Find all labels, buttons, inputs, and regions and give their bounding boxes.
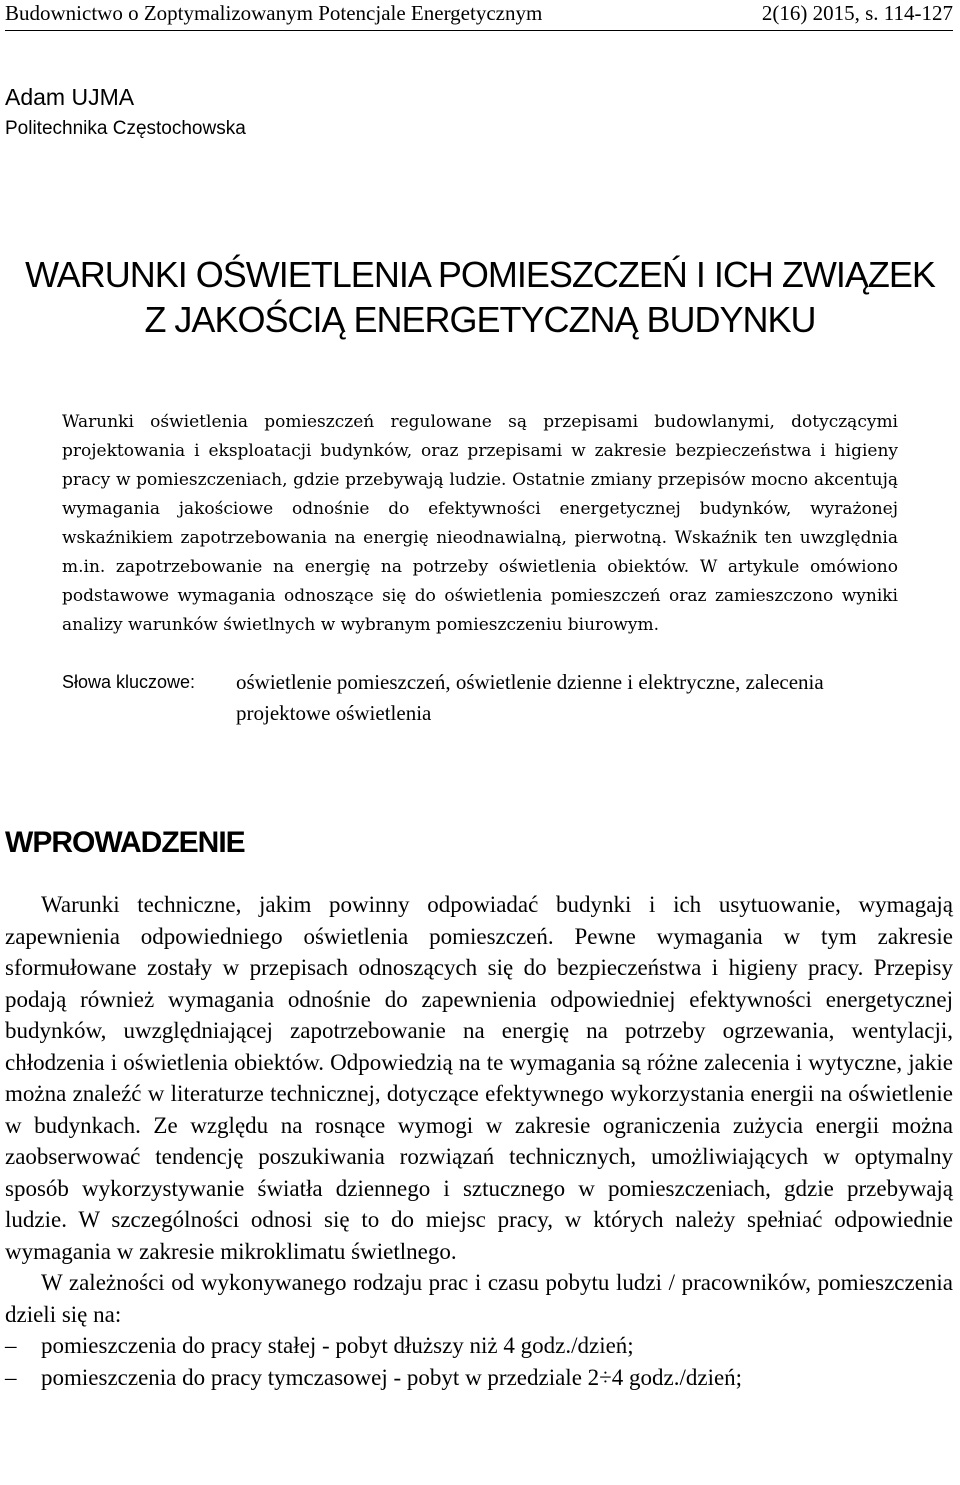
dash-bullet: –	[5, 1364, 17, 1390]
room-types-list	[5, 1330, 953, 1393]
title-line-1: WARUNKI OŚWIETLENIA POMIESZCZEŃ I ICH ZWIĄZEK	[25, 254, 935, 295]
dash-bullet: –	[5, 1333, 17, 1358]
journal-name: Budownictwo o Zoptymalizowanym Potencjale Energetycznym	[5, 1, 543, 25]
title-line-2: Z JAKOŚCIĄ ENERGETYCZNĄ BUDYNKU	[144, 299, 816, 340]
paragraph: Warunki techniczne, jakim powinny odpowiadać budynki i ich usytuowanie, wymagają zapewnienia odpowiedniego oświetlenia pomieszczeń. Pewne wymagania w tym zakresie sformułowane zostały w przepisach odnoszących się do bezpieczeństwa i higieny pracy. Przepisy podają również wymagania odnośnie do zapewnienia odpowiedniej efektywności energetycznej budynków, uwzględniającej zapotrzebowanie na energię na potrzeby ogrzewania, wentylacji, chłodzenia i oświetlenia obiektów. Odpowiedzią na te wymagania są różne zalecenia i wytyczne, jakie można znaleźć w literaturze technicznej, dotyczące efektywnego wykorzystania energii na oświetlenie w budynkach. Ze względu na rosnące wymogi w zakresie ograniczenia zużycia energii można zaobserwować tendencję poszukiwania rozwiązań technicznych, umożliwiających w optymalny sposób wykorzystywanie światła dziennego i sztucznego w pomieszczeniach, gdzie przebywają ludzie. W szczególności odnosi się to do miejsc pracy, w których należy spełniać odpowiednie wymagania w zakresie mikroklimatu świetlnego.	[5, 892, 953, 1264]
paragraph: W zależności od wykonywanego rodzaju prac i czasu pobytu ludzi / pracowników, pomieszczenia dzieli się na:	[5, 1270, 953, 1327]
section-body	[5, 889, 953, 1393]
section-heading: WPROWADZENIE	[5, 826, 245, 859]
abstract: Warunki oświetlenia pomieszczeń regulowane są przepisami budowlanymi, dotyczącymi projektowania i eksploatacji budynków, oraz przepisami w zakresie bezpieczeństwa i higieny pracy w pomieszczeniach, gdzie przebywają ludzie. Ostatnie zmiany przepisów mocno akcentują wymagania jakościowe odnośnie do efektywności energetycznej budynków, wyrażonej wskaźnikiem zapotrzebowania na energię nieodnawialną, pierwotną. Wskaźnik ten uwzględnia m.in. zapotrzebowanie na energię na potrzeby oświetlenia obiektów. W artykule omówiono podstawowe wymagania odnoszące się do oświetlenia pomieszczeń oraz zamieszczono wyniki analizy warunków świetlnych w wybranym pomieszczeniu biurowym.	[62, 412, 898, 635]
running-header	[5, 0, 953, 31]
list-item-text: pomieszczenia do pracy stałej - pobyt dłuższy niż 4 godz./dzień;	[41, 1333, 634, 1358]
author-affiliation: Politechnika Częstochowska	[5, 118, 246, 139]
list-item	[5, 1330, 953, 1362]
list-item	[5, 1362, 953, 1394]
keywords-text: oświetlenie pomieszczeń, oświetlenie dzienne i elektryczne, zalecenia projektowe oświetlenia	[236, 670, 824, 725]
paper-title	[0, 252, 960, 342]
keywords-label: Słowa kluczowe:	[62, 672, 196, 692]
issue-pages: 2(16) 2015, s. 114-127	[761, 1, 953, 25]
author-name: Adam UJMA	[5, 84, 135, 110]
list-item-text: pomieszczenia do pracy tymczasowej - pobyt w przedziale 2÷4 godz./dzień;	[41, 1364, 743, 1390]
